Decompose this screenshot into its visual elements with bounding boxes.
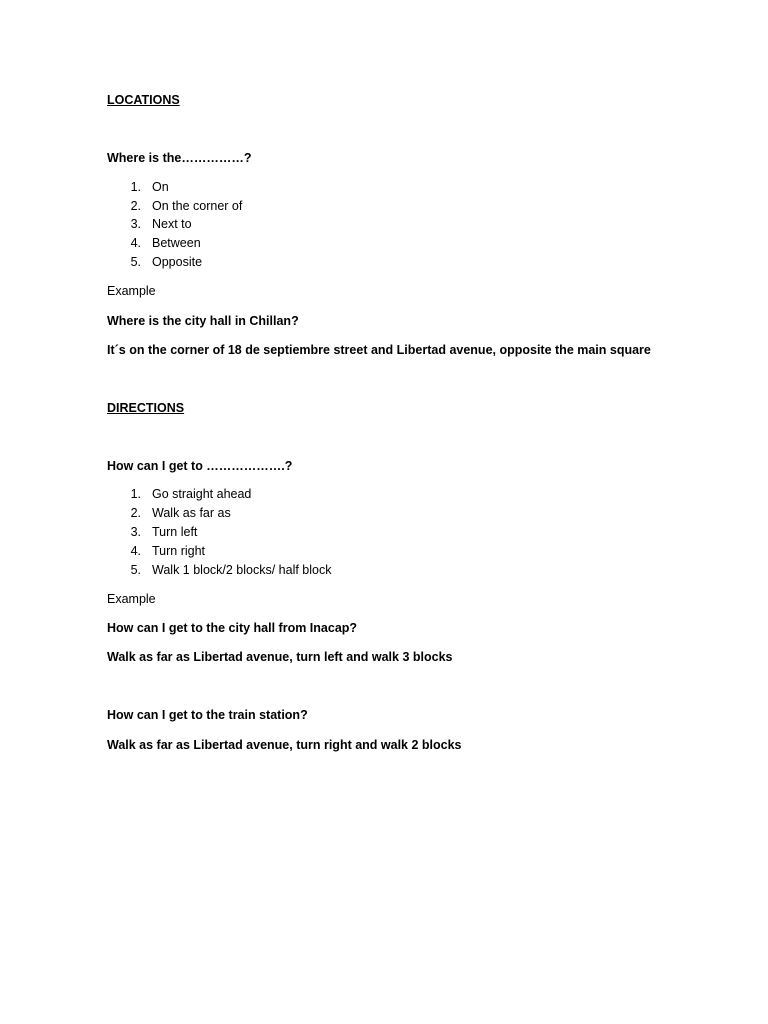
list-number: 1. <box>130 180 141 194</box>
directions-question: How can I get to ……………….? <box>107 459 293 473</box>
list-number: 5. <box>130 563 141 577</box>
list-text: Next to <box>152 217 192 231</box>
locations-heading: LOCATIONS <box>107 93 180 107</box>
list-item <box>107 543 507 559</box>
list-number: 2. <box>130 199 141 213</box>
list-number: 3. <box>130 217 141 231</box>
list-item <box>107 524 507 540</box>
list-text: Opposite <box>152 255 203 269</box>
list-number: 4. <box>130 236 141 250</box>
list-item <box>107 235 507 251</box>
list-text: Walk as far as <box>152 506 231 520</box>
directions-example-question-2: How can I get to the train station? <box>107 708 308 722</box>
list-item <box>107 254 507 270</box>
list-text: Between <box>152 236 201 250</box>
list-item <box>107 198 507 214</box>
directions-example-answer-1: Walk as far as Libertad avenue, turn left and walk 3 blocks <box>107 650 453 664</box>
directions-heading: DIRECTIONS <box>107 401 185 415</box>
list-number: 2. <box>130 506 141 520</box>
list-number: 5. <box>130 255 141 269</box>
locations-example-question: Where is the city hall in Chillan? <box>107 314 299 328</box>
list-text: Turn left <box>152 525 198 539</box>
locations-example-label: Example <box>107 284 156 298</box>
directions-example-label: Example <box>107 592 156 606</box>
locations-example-answer: It´s on the corner of 18 de septiembre street and Libertad avenue, opposite the main square <box>107 343 651 357</box>
directions-example-question-1: How can I get to the city hall from Inacap? <box>107 621 358 635</box>
list-number: 3. <box>130 525 141 539</box>
list-text: Walk 1 block/2 blocks/ half block <box>152 563 332 577</box>
directions-example-answer-2: Walk as far as Libertad avenue, turn right and walk 2 blocks <box>107 738 462 752</box>
list-number: 1. <box>130 487 141 501</box>
locations-question: Where is the……………? <box>107 151 252 165</box>
list-text: Turn right <box>152 544 206 558</box>
list-item <box>107 179 507 195</box>
list-item <box>107 486 507 502</box>
list-text: On <box>152 180 169 194</box>
list-item <box>107 216 507 232</box>
list-item <box>107 505 507 521</box>
list-number: 4. <box>130 544 141 558</box>
list-text: On the corner of <box>152 199 243 213</box>
list-item <box>107 562 507 578</box>
list-text: Go straight ahead <box>152 487 252 501</box>
